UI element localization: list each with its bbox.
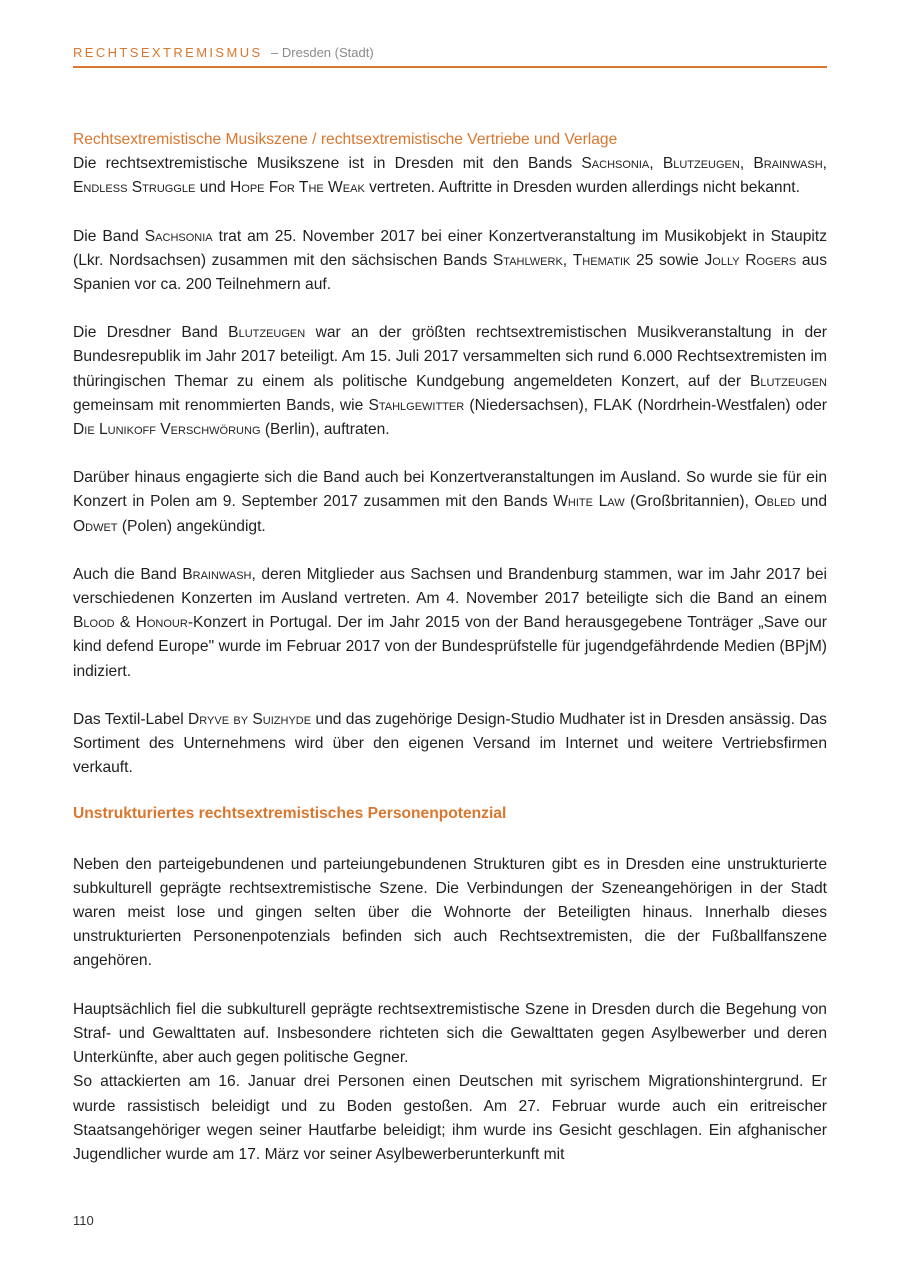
label-name: Dryve by Suizhyde — [188, 710, 312, 728]
running-header — [73, 44, 827, 68]
band-name: Brainwash — [753, 155, 823, 173]
paragraph: Darüber hinaus engagierte sich die Band auch bei Konzertveranstaltungen im Ausland. So wurde sie für ein Konzert in Polen am 9. September 2017 zusammen mit den Bands White Law (Großbritannien), Obled und Odwet (Polen) angekündigt. — [73, 469, 827, 535]
band-name: Hope For The Weak — [230, 179, 365, 197]
band-name: Obled — [754, 493, 796, 511]
band-name: Jolly Rogers — [704, 251, 797, 269]
band-name: Brainwash — [182, 565, 252, 583]
section-heading-musikszene: Rechtsextremistische Musikszene / rechtsextremistische Vertriebe und Verlage — [73, 131, 618, 148]
band-name: Stahlwerk — [492, 251, 563, 269]
paragraph: Die rechtsextremistische Musikszene ist in Dresden mit den Bands Sachsonia, Blutzeugen, Brainwash, Endless Struggle und Hope For The Weak vertreten. Auftritte in Dresden wurden allerdings nicht bekannt. — [73, 155, 828, 197]
header-section-title: RECHTSEXTREMISMUS — [73, 45, 263, 60]
paragraph: So attackierten am 16. Januar drei Personen einen Deutschen mit syrischem Migrationshintergrund. Er wurde rassistisch beleidigt und zu Boden gestoßen. Am 27. Februar wurde auch ein eritreischer Staatsangehöriger wegen seiner Hautfarbe beleidigt; ihm wurde ins Gesicht geschlagen. Ein afghanischer Jugendlicher wurde am 17. März vor seiner Asylbewerberunterkunft mit — [73, 1073, 827, 1163]
header-subtitle: – Dresden (Stadt) — [271, 45, 374, 60]
band-name: Sachsonia — [144, 227, 213, 245]
paragraph: Die Dresdner Band Blutzeugen war an der größten rechtsextremistischen Musikveranstaltung in der Bundesrepublik im Jahr 2017 beteiligt. Am 15. Juli 2017 versammelten sich rund 6.000 Rechtsextremisten im thüringischen Themar zu einem als politische Kundgebung angemeldeten Konzert, auf der Blutzeugen gemeinsam mit renommierten Bands, wie Stahlgewitter (Niedersachsen), FLAK (Nordrhein-Westfalen) oder Die Lunikoff Verschwörung (Berlin), auftraten. — [73, 324, 828, 439]
main-content — [73, 128, 827, 1167]
band-name: Blutzeugen — [662, 155, 740, 173]
paragraph: Die Band Sachsonia trat am 25. November 2017 bei einer Konzertveranstaltung im Musikobjekt in Staupitz (Lkr. Nordsachsen) zusammen mit den sächsischen Bands Stahlwerk, Thematik 25 sowie Jolly Rogers aus Spanien vor ca. 200 Teilnehmern auf. — [73, 227, 827, 294]
section-heading-personenpotenzial: Unstrukturiertes rechtsextremistisches Personenpotenzial — [73, 805, 507, 823]
band-name: Thematik 25 — [572, 251, 654, 269]
paragraph: Hauptsächlich fiel die subkulturell geprägte rechtsextremistische Szene in Dresden durch die Begehung von Straf- und Gewalttaten auf. Insbesondere richteten sich die Gewalttaten gegen Asylbewerber und deren Unterkünfte, aber auch gegen politische Gegner. — [73, 1000, 827, 1067]
band-name: Endless Struggle — [73, 179, 196, 197]
paragraph: Das Textil-Label Dryve by Suizhyde und das zugehörige Design-Studio Mudhater ist in Dresden ansässig. Das Sortiment des Unternehmens wird über den eigenen Versand im Internet und weitere Vertriebsfirmen verkauft. — [73, 710, 827, 777]
page-number: 110 — [73, 1213, 94, 1228]
band-name: Blood & Honour — [73, 614, 188, 632]
paragraph: Neben den parteigebundenen und parteiungebundenen Strukturen gibt es in Dresden eine unstrukturierte subkulturell geprägte rechtsextremistische Szene. Die Verbindungen der Szeneangehörigen in der Stadt waren meist lose und gingen selten über die Wohnorte der Beteiligten hinaus. Innerhalb dieses unstrukturierten Personenpotenzials befinden sich auch Rechtsextremisten, die der Fußballfanszene angehören. — [73, 855, 827, 970]
band-name: Odwet — [73, 517, 118, 535]
band-name: White Law — [553, 493, 625, 511]
band-name: Blutzeugen — [749, 372, 827, 390]
band-name: Stahlgewitter — [368, 396, 465, 414]
band-name: Blutzeugen — [228, 324, 306, 342]
paragraph: Auch die Band Brainwash, deren Mitglieder aus Sachsen und Brandenburg stammen, war im Jahr 2017 bei verschiedenen Konzerten im Ausland vertreten. Am 4. November 2017 beteiligte sich die Band an einem Blood & Honour-Konzert in Portugal. Der im Jahr 2015 von der Band herausgegebene Tonträger „Save our kind defend Europe" wurde im Februar 2017 von der Bundesprüfstelle für jugendgefährdende Medien (BPjM) indiziert. — [73, 565, 827, 680]
band-name: Die Lunikoff Verschwörung — [73, 421, 261, 439]
band-name: Sachsonia — [581, 155, 650, 173]
